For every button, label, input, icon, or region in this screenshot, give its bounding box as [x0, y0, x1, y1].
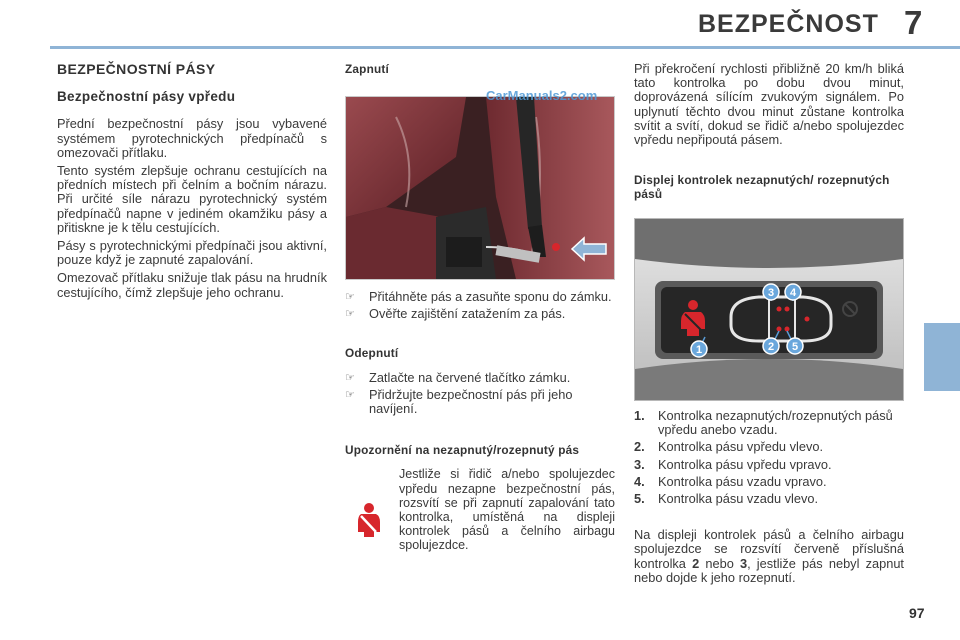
- section-heading: BEZPEČNOSTNÍ PÁSY: [57, 61, 216, 77]
- paragraph: Pásy s pyrotechnickými předpínači jsou aktivní, pouze když je zapnuté zapalování.: [57, 238, 327, 268]
- list-item: [634, 492, 904, 506]
- item-text: Kontrolka pásu vpředu vlevo.: [658, 439, 824, 455]
- dashboard-display-illustration: [635, 219, 903, 400]
- callout-label: 3: [767, 287, 775, 299]
- section-subheading: Bezpečnostní pásy vpředu: [57, 89, 236, 105]
- list-item: [634, 440, 904, 454]
- warning-text: Jestliže si řidič a/nebo spolujezdec vpředu nezapne bezpečnostní pás, rozsvítí se při zapnutí zapalování tato kontrolka, umístěná na displeji kontrolek pásů a čelního airbagu spolujezdce.: [399, 467, 615, 553]
- seatbelt-warning-icon: [352, 502, 386, 538]
- callout-label: 2: [767, 341, 775, 353]
- item-number: 1.: [634, 408, 645, 423]
- final-paragraph: [634, 528, 904, 585]
- seatbelt-photo: [345, 96, 615, 280]
- step-text: Přidržujte bezpečnostní pás při jeho navíjení.: [369, 386, 573, 417]
- final-number-b: 3: [739, 555, 748, 571]
- list-item: [345, 290, 615, 304]
- list-item: [634, 475, 904, 489]
- paragraph: Přední bezpečnostní pásy jsou vybavené systémem pyrotechnických předpínačů s omezovači přítlaku.: [57, 116, 327, 160]
- item-number: 2.: [634, 439, 645, 455]
- column-intro: [57, 62, 327, 304]
- unfasten-heading: Odepnutí: [345, 346, 399, 361]
- item-text: Kontrolka pásu vpředu vpravo.: [658, 456, 832, 472]
- final-number-a: 2: [692, 555, 700, 571]
- paragraph: Tento systém zlepšuje ochranu cestujících na předních místech při čelním a bočním nárazu. Při určité síle nárazu pyrotechnický systém předpínačů napne v jediném okamžiku pásy a přitiskne je k tělu cestujících.: [57, 163, 327, 235]
- warning-heading: Upozornění na nezapnutý/rozepnutý pás: [345, 443, 580, 458]
- speed-paragraph: Při překročení rychlosti přibližně 20 km/h bliká tato kontrolka po dobu dvou minut, doprovázená sílícím zvukovým signálem. Po uplynutí těchto dvou minut zůstane kontrolka svítit a svítí, dokud se řidič a/nebo spolujezdec vpředu nepřipoutá pásem.: [634, 61, 904, 148]
- pointer-icon: ☞: [345, 371, 355, 384]
- seatbelt-illustration: [346, 97, 614, 279]
- item-number: 5.: [634, 491, 645, 507]
- chapter-number: 7: [904, 4, 923, 41]
- callout-label: 1: [695, 344, 703, 356]
- pointer-icon: ☞: [345, 291, 355, 303]
- header-rule: [50, 46, 960, 49]
- item-number: 3.: [634, 456, 645, 472]
- paragraph: Omezovač přítlaku snižuje tlak pásu na hrudník cestujícího, čímž zlepšuje jeho ochranu.: [57, 270, 327, 300]
- pointer-icon: ☞: [345, 308, 355, 321]
- chapter-title: BEZPEČNOST: [698, 10, 879, 38]
- chapter-tab: [924, 323, 960, 391]
- column-warnings: [634, 62, 904, 202]
- list-item: [345, 307, 615, 321]
- item-number: 4.: [634, 473, 645, 489]
- list-item: [345, 388, 615, 416]
- final-text-mid: nebo: [699, 555, 740, 571]
- indicator-list: [634, 409, 904, 589]
- pointer-icon: ☞: [345, 388, 355, 401]
- seatbelt-display-photo: [634, 218, 904, 401]
- fasten-heading: Zapnutí: [345, 62, 389, 76]
- callout-label: 5: [791, 341, 799, 353]
- display-heading: Displej kontrolek nezapnutých/ rozepnutých pásů: [634, 173, 890, 202]
- item-text: Kontrolka nezapnutých/rozepnutých pásů vpředu anebo vzadu.: [658, 408, 893, 438]
- callout-label: 4: [789, 287, 797, 299]
- final-text-post: , jestliže pás nebyl zapnut nebo dojde k jeho rozepnutí.: [634, 555, 904, 585]
- list-item: [634, 458, 904, 472]
- page-number: 97: [909, 605, 925, 621]
- step-text: Ověřte zajištění zatažením za pás.: [369, 306, 566, 322]
- watermark: CarManuals2.com: [486, 88, 598, 103]
- step-text: Přitáhněte pás a zasuňte sponu do zámku.: [369, 289, 612, 304]
- item-text: Kontrolka pásu vzadu vlevo.: [658, 491, 819, 507]
- list-item: [634, 409, 904, 437]
- final-text-pre: Na displeji kontrolek pásů a čelního airbagu spolujezdce se rozsvítí červeně příslušná kontrolka: [634, 527, 904, 571]
- item-text: Kontrolka pásu vzadu vpravo.: [658, 473, 827, 489]
- list-item: [345, 371, 615, 385]
- step-text: Zatlačte na červené tlačítko zámku.: [369, 369, 571, 385]
